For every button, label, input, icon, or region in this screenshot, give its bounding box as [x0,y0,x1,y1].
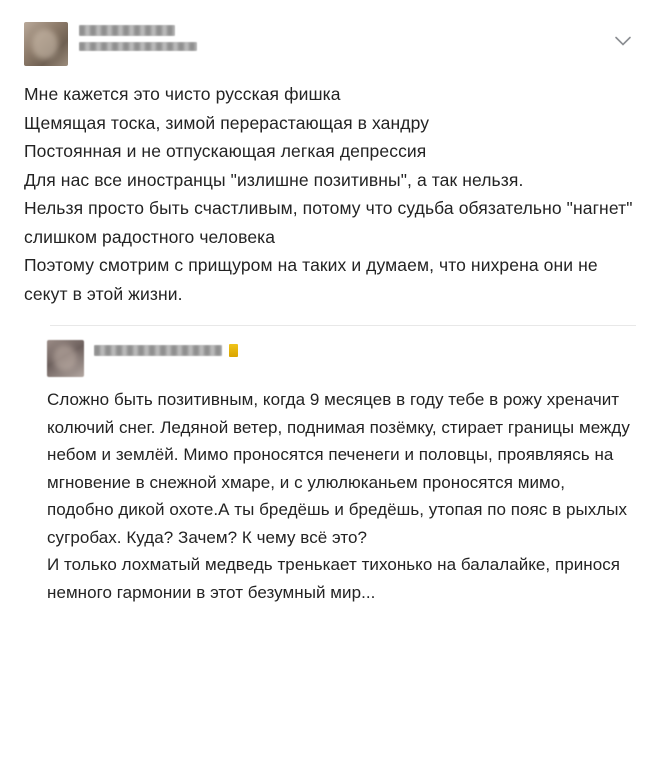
post-text [24,80,636,308]
avatar[interactable] [47,340,84,377]
comment-text-content: Сложно быть позитивным, когда 9 месяцев в году тебе в рожу хреначит колючий снег. Ледяной ветер, поднимая позёмку, стирает границы между небом и землёй. Мимо проносятся печенеги и половцы, проявляясь на мгновение в снежной хмаре, и с улюлюканьем проносятся мимо, подобно дикой охоте.А ты бредёшь и бредёшь, утопая по пояс в рыхлых сугробах. Куда? Зачем? К чему всё это? И только лохматый медведь тренькает тихонько на балалайке, принося немного гармонии в этот безумный мир... [47,390,630,602]
award-badge-icon [229,344,238,357]
post-text-content: Мне кажется это чисто русская фишка Щемящая тоска, зимой перерастающая в хандру Постоянная и не отпускающая легкая депрессия Для нас все иностранцы "излишне позитивны", а так нельзя. Нельзя просто быть счастливым, потому что судьба обязательно "нагнет" слишком радостного человека Поэтому смотрим с прищуром на таких и думаем, что нихрена они не секут в этой жизни. [24,84,633,304]
post-meta-redacted [79,42,197,51]
comment-identity [94,340,238,357]
author-name-redacted[interactable] [79,25,175,36]
comment-header [47,340,636,377]
post-identity [79,22,636,51]
post-header [24,22,636,66]
comment-text [47,386,636,606]
post [0,0,660,308]
commenter-name-redacted[interactable] [94,345,222,356]
comment [0,326,660,606]
avatar[interactable] [24,22,68,66]
chevron-down-icon[interactable] [612,30,634,52]
